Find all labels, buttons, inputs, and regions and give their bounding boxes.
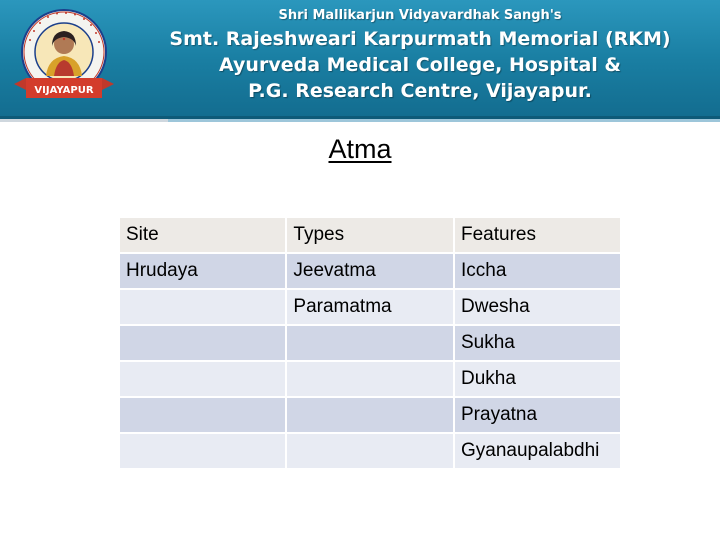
college-name-line-1: Smt. Rajeshweari Karpurmath Memorial (RKM) [169, 28, 671, 50]
table-cell [120, 434, 285, 468]
column-header-types: Types [287, 218, 453, 252]
svg-text:VIJAYAPUR: VIJAYAPUR [34, 85, 94, 96]
table-cell [287, 398, 453, 432]
college-logo [8, 6, 120, 106]
table-cell [120, 362, 285, 396]
table-cell [287, 326, 453, 360]
table-row [120, 434, 620, 468]
table-cell [120, 290, 285, 324]
table-cell: Jeevatma [287, 254, 453, 288]
table-cell: Iccha [455, 254, 620, 288]
table-cell: Dukha [455, 362, 620, 396]
table-row [120, 290, 620, 324]
slide-title: Atma [328, 134, 392, 164]
college-name-line-2: Ayurveda Medical College, Hospital & [219, 54, 621, 76]
column-header-features: Features [455, 218, 620, 252]
table-row [120, 362, 620, 396]
table-cell [120, 398, 285, 432]
table-cell [287, 434, 453, 468]
table-cell: Prayatna [455, 398, 620, 432]
table-row [120, 398, 620, 432]
table-cell [287, 362, 453, 396]
table-cell: Sukha [455, 326, 620, 360]
society-name: Shri Mallikarjun Vidyavardhak Sangh's [278, 8, 562, 23]
table-cell: Gyanaupalabdhi [455, 434, 620, 468]
table-cell: Paramatma [287, 290, 453, 324]
table-header-row [120, 218, 620, 252]
table-row [120, 326, 620, 360]
college-name-line-3: P.G. Research Centre, Vijayapur. [248, 80, 592, 102]
table-row [120, 254, 620, 288]
table-cell: Dwesha [455, 290, 620, 324]
banner-divider-accent-right [168, 119, 720, 122]
atma-table [118, 216, 622, 470]
banner-divider-accent-left [0, 119, 168, 122]
column-header-site: Site [120, 218, 285, 252]
table-cell: Hrudaya [120, 254, 285, 288]
college-name-block [120, 6, 720, 106]
table-cell [120, 326, 285, 360]
header-banner [0, 0, 720, 116]
